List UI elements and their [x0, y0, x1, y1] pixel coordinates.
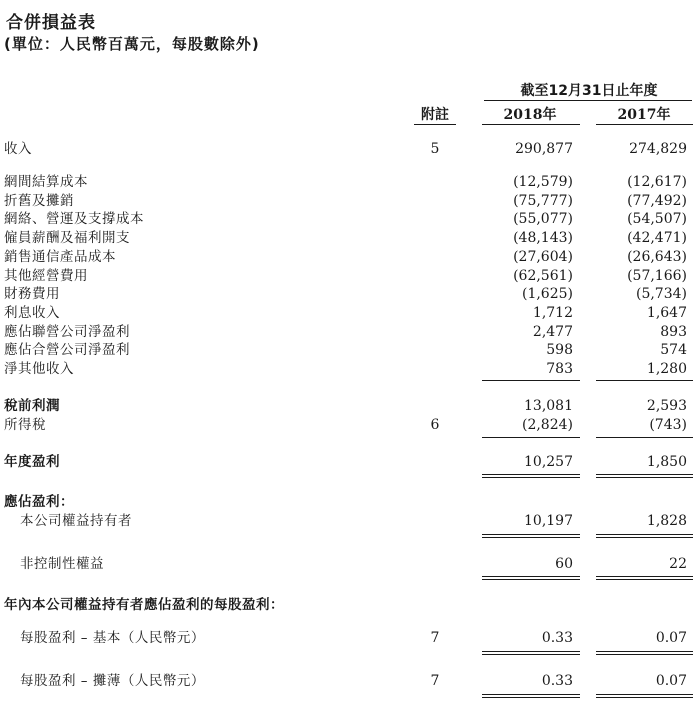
total-double-line-2017	[596, 654, 693, 655]
row-label: 收入	[4, 141, 32, 157]
value-2018: (48,143)	[513, 230, 573, 246]
row-label: 年內本公司權益持有者應佔盈利的每股盈利：	[4, 597, 284, 613]
value-2017: (57,166)	[627, 268, 687, 284]
table-row	[0, 323, 697, 341]
value-2018: 10,257	[524, 454, 573, 470]
subtotal-line-2018	[482, 380, 580, 381]
value-2018: (12,579)	[513, 174, 573, 190]
period-underline	[484, 100, 692, 101]
total-double-line-2018	[482, 576, 580, 577]
value-2018: 1,712	[532, 305, 573, 321]
row-label: 利息收入	[4, 305, 60, 321]
value-2018: (2,824)	[521, 417, 573, 433]
total-double-line-2018	[482, 697, 580, 698]
row-note: 7	[430, 630, 440, 646]
value-2017: 1,280	[646, 361, 687, 377]
value-2017: 2,593	[646, 398, 687, 414]
statement-subtitle: (單位：人民幣百萬元，每股數除外)	[4, 35, 260, 53]
row-label: 稅前利潤	[4, 398, 60, 414]
value-2018: (75,777)	[513, 193, 573, 209]
total-double-line-2017	[596, 697, 693, 698]
total-double-line-2018	[482, 694, 580, 695]
value-2017: (77,492)	[627, 193, 687, 209]
value-2018: 290,877	[515, 141, 573, 157]
value-2017: 22	[669, 556, 687, 572]
total-double-line-2017	[596, 534, 693, 535]
total-double-line-2018	[482, 477, 580, 478]
note-column-header: 附註	[421, 107, 449, 123]
total-double-line-2018	[482, 474, 580, 475]
row-label: 淨其他收入	[4, 361, 74, 377]
row-note: 6	[430, 417, 440, 433]
table-row	[0, 248, 697, 266]
value-2018: 0.33	[541, 673, 573, 689]
value-2018: 60	[555, 556, 573, 572]
table-row	[0, 229, 697, 247]
row-label: 每股盈利 – 基本（人民幣元）	[20, 630, 205, 646]
value-2018: (62,561)	[513, 268, 573, 284]
value-2017: 893	[660, 324, 687, 340]
total-double-line-2018	[482, 579, 580, 580]
row-label: 應佔盈利：	[4, 494, 74, 510]
row-label: 本公司權益持有者	[20, 513, 132, 529]
value-2018: 10,197	[524, 513, 573, 529]
table-row	[0, 453, 697, 471]
period-header: 截至12月31日止年度	[520, 83, 658, 99]
value-2017: (54,507)	[627, 211, 687, 227]
table-row	[0, 267, 697, 285]
value-2017: 1,850	[646, 454, 687, 470]
table-row	[0, 493, 697, 511]
subtotal-line-2018	[482, 437, 580, 438]
total-double-line-2017	[596, 477, 693, 478]
value-2017: (743)	[649, 417, 687, 433]
total-double-line-2018	[482, 534, 580, 535]
row-label: 所得稅	[4, 417, 46, 433]
column-header-2018: 2018年	[503, 107, 557, 123]
subtotal-line-2017	[596, 437, 693, 438]
row-label: 應佔聯營公司淨盈利	[4, 324, 130, 340]
table-row	[0, 596, 697, 614]
value-2018: 2,477	[532, 324, 573, 340]
table-row	[0, 555, 697, 573]
total-double-line-2018	[482, 651, 580, 652]
row-label: 每股盈利 – 攤薄（人民幣元）	[20, 673, 205, 689]
row-note: 7	[430, 673, 440, 689]
total-double-line-2017	[596, 694, 693, 695]
total-double-line-2018	[482, 537, 580, 538]
row-label: 財務費用	[4, 286, 60, 302]
table-row	[0, 285, 697, 303]
table-row	[0, 304, 697, 322]
row-label: 僱員薪酬及福利開支	[4, 230, 130, 246]
row-label: 網絡、營運及支撐成本	[4, 211, 144, 227]
value-2017: 0.07	[655, 673, 687, 689]
total-double-line-2017	[596, 579, 693, 580]
value-2017: (42,471)	[627, 230, 687, 246]
total-double-line-2017	[596, 537, 693, 538]
total-double-line-2017	[596, 474, 693, 475]
value-2018: (27,604)	[513, 249, 573, 265]
note-header-underline	[414, 124, 456, 125]
row-label: 銷售通信產品成本	[4, 249, 116, 265]
statement-title: 合併損益表	[6, 13, 96, 33]
table-row	[0, 210, 697, 228]
table-row	[0, 140, 697, 158]
value-2017: 574	[660, 342, 687, 358]
value-2018: 598	[546, 342, 573, 358]
row-note: 5	[430, 141, 440, 157]
row-label: 年度盈利	[4, 454, 60, 470]
table-row	[0, 672, 697, 690]
table-row	[0, 173, 697, 191]
table-row	[0, 512, 697, 530]
value-2017: (12,617)	[627, 174, 687, 190]
value-2018: 783	[546, 361, 573, 377]
row-label: 其他經營費用	[4, 268, 88, 284]
header-underline-2018	[482, 124, 580, 125]
value-2017: 0.07	[655, 630, 687, 646]
total-double-line-2017	[596, 576, 693, 577]
row-label: 非控制性權益	[20, 556, 104, 572]
header-underline-2017	[596, 124, 693, 125]
row-label: 應佔合營公司淨盈利	[4, 342, 130, 358]
table-row	[0, 629, 697, 647]
value-2017: 274,829	[629, 141, 687, 157]
value-2018: 0.33	[541, 630, 573, 646]
row-label: 網間結算成本	[4, 174, 88, 190]
value-2017: 1,647	[646, 305, 687, 321]
total-double-line-2018	[482, 654, 580, 655]
table-row	[0, 360, 697, 378]
table-row	[0, 416, 697, 434]
value-2017: (26,643)	[627, 249, 687, 265]
value-2017: (5,734)	[635, 286, 687, 302]
table-row	[0, 397, 697, 415]
table-row	[0, 341, 697, 359]
value-2017: 1,828	[646, 513, 687, 529]
row-label: 折舊及攤銷	[4, 193, 74, 209]
value-2018: 13,081	[524, 398, 573, 414]
value-2018: (1,625)	[521, 286, 573, 302]
table-row	[0, 192, 697, 210]
total-double-line-2017	[596, 651, 693, 652]
subtotal-line-2017	[596, 380, 693, 381]
value-2018: (55,077)	[513, 211, 573, 227]
column-header-2017: 2017年	[617, 107, 671, 123]
